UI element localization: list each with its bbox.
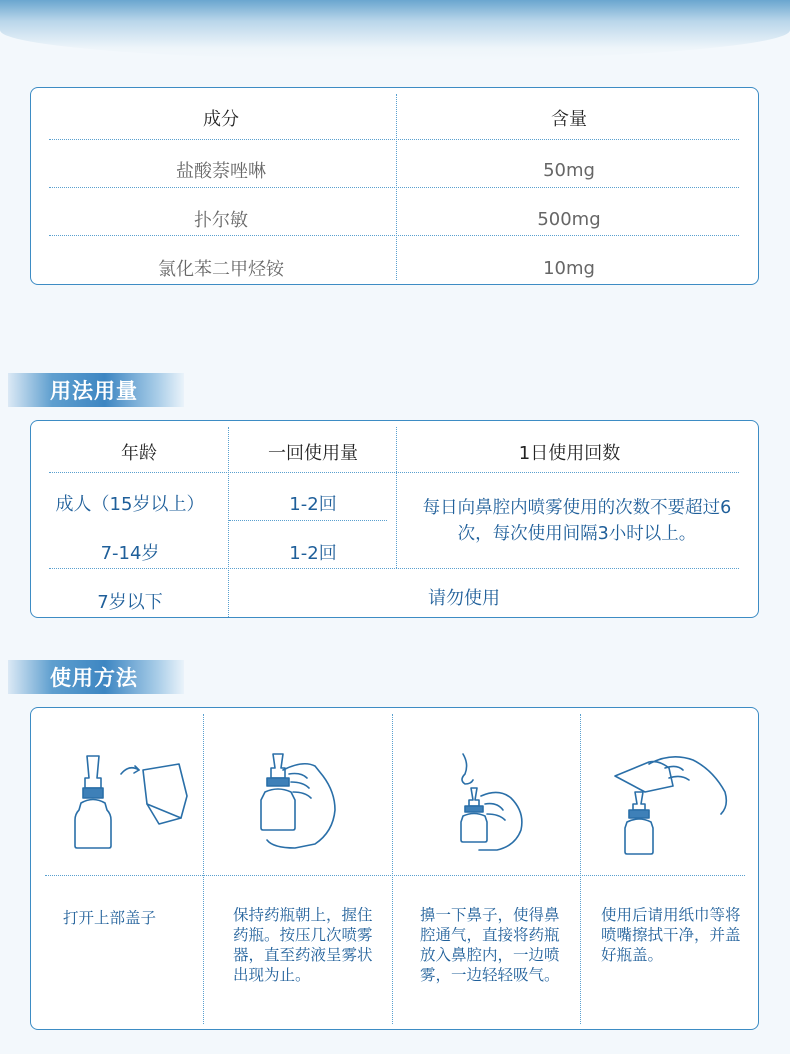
section-title-usage: 使用方法 [8,660,184,694]
step-1-text: 打开上部盖子 [63,909,157,927]
dosage-table [30,420,759,618]
dosage-amount: 1-2回 [289,543,337,564]
ingredient-header-name: 成分 [203,109,239,130]
top-banner [0,0,790,60]
divider [392,714,393,1024]
dosage-age: 成人（15岁以上） [55,494,205,515]
ingredient-header-amount: 含量 [551,109,587,130]
ingredient-name: 盐酸萘唑啉 [176,161,266,182]
divider [580,714,581,1024]
dosage-header-age: 年龄 [121,443,157,464]
step-4-text: 使用后请用纸巾等将喷嘴擦拭干净，并盖好瓶盖。 [601,906,741,964]
usage-steps-panel [30,707,759,1030]
dosage-header-amount: 一回使用量 [268,443,358,464]
ingredient-amount: 500mg [537,208,601,230]
section-title-dosage: 用法用量 [8,373,184,407]
divider [203,714,204,1024]
ingredient-amount: 50mg [543,159,595,181]
divider [49,472,739,473]
step-3-text: 擤一下鼻子，使得鼻腔通气，直接将药瓶放入鼻腔内，一边喷雾，一边轻轻吸气。 [420,906,560,984]
ingredient-name: 氯化苯二甲烃铵 [158,259,284,280]
ingredient-amount: 10mg [543,257,595,279]
open-cap-icon [61,748,191,853]
divider [396,94,397,280]
ingredient-name: 扑尔敏 [194,210,248,231]
step-2-text: 保持药瓶朝上，握住药瓶。按压几次喷雾器，直至药液呈雾状出现为止。 [233,906,373,984]
dosage-header-times: 1日使用回数 [518,443,621,464]
dosage-age: 7-14岁 [100,543,160,564]
dosage-amount: 1-2回 [289,494,337,515]
divider [49,139,739,140]
hand-pump-icon [253,748,363,858]
dosage-under7-note: 请勿使用 [428,588,500,609]
wipe-nozzle-icon [609,748,749,858]
dosage-daily-note: 每日向鼻腔内喷雾使用的次数不要超过6次，每次使用间隔3小时以上。 [422,498,732,544]
ingredients-table [30,87,759,285]
dosage-age: 7岁以下 [97,592,163,613]
nose-spray-icon [441,748,551,858]
divider [45,875,745,876]
